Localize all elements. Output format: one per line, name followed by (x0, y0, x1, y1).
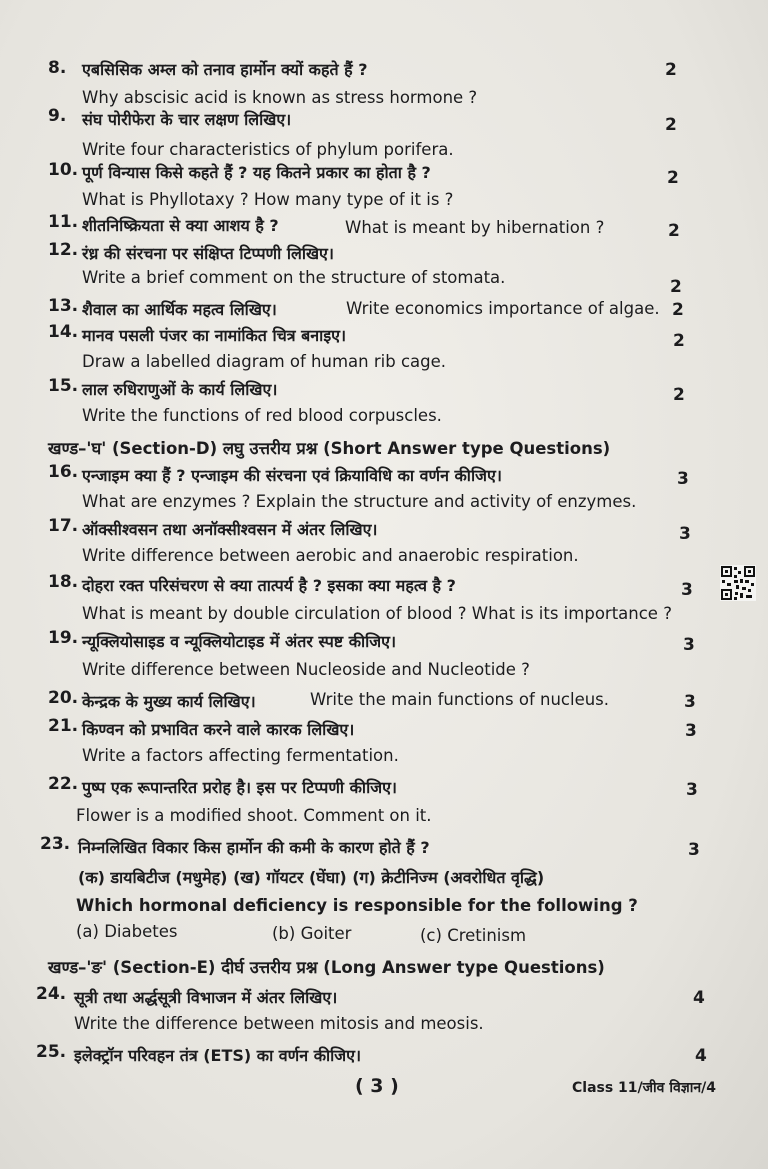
question-marks: 2 (668, 221, 680, 241)
question-marks: 3 (686, 780, 698, 800)
question-english: Write four characteristics of phylum porifera. (82, 140, 454, 159)
question-hindi: लाल रुधिराणुओं के कार्य लिखिए। (82, 380, 278, 399)
question-hindi: रंध्र की संरचना पर संक्षिप्त टिप्पणी लिखिए। (82, 244, 334, 263)
question-english: What are enzymes ? Explain the structure and activity of enzymes. (82, 492, 637, 511)
question-english: Why abscisic acid is known as stress hormone ? (82, 88, 478, 107)
question-hindi: संघ पोरीफेरा के चार लक्षण लिखिए। (82, 110, 292, 129)
question-hindi: शीतनिष्क्रियता से क्या आशय है ? (82, 216, 279, 235)
question-english: What is meant by double circulation of blood ? What is its importance ? (82, 604, 672, 623)
option-b: (b) Goiter (272, 924, 352, 943)
question-marks: 3 (688, 840, 700, 860)
question-marks: 2 (673, 385, 685, 405)
question-hindi: केन्द्रक के मुख्य कार्य लिखिए। (82, 692, 256, 711)
question-number: 20. (48, 688, 79, 708)
question-english: Write difference between aerobic and anaerobic respiration. (82, 546, 579, 565)
question-marks: 2 (665, 60, 677, 80)
question-hindi: सूत्री तथा अर्द्धसूत्री विभाजन में अंतर लिखिए। (74, 988, 338, 1007)
question-marks: 4 (695, 1046, 707, 1066)
question-number: 24. (36, 984, 67, 1004)
question-number: 8. (48, 58, 67, 78)
question-hindi: एबसिसिक अम्ल को तनाव हार्मोन क्यों कहते हैं ? (82, 60, 368, 79)
question-hindi: न्यूक्लियोसाइड व न्यूक्लियोटाइड में अंतर स्पष्ट कीजिए। (82, 632, 397, 651)
question-number: 10. (48, 160, 79, 180)
question-hindi: दोहरा रक्त परिसंचरण से क्या तात्पर्य है ? इसका क्या महत्व है ? (82, 576, 456, 595)
question-marks: 3 (679, 524, 691, 544)
question-english: What is Phyllotaxy ? How many type of it is ? (82, 190, 454, 209)
footer-class-label: Class 11/जीव विज्ञान/4 (572, 1080, 716, 1096)
question-marks: 2 (665, 115, 677, 135)
question-english: Write difference between Nucleoside and Nucleotide ? (82, 660, 530, 679)
question-number: 19. (48, 628, 79, 648)
question-number: 18. (48, 572, 79, 592)
question-english: Write a factors affecting fermentation. (82, 746, 399, 765)
question-number: 13. (48, 296, 79, 316)
section-e-heading: खण्ड–'ङ' (Section-E) दीर्घ उत्तरीय प्रश्न (Long Answer type Questions) (48, 958, 605, 977)
question-marks: 3 (685, 721, 697, 741)
question-hindi: पुष्प एक रूपान्तरित प्ररोह है। इस पर टिप्पणी कीजिए। (82, 778, 397, 797)
question-english: Draw a labelled diagram of human rib cage. (82, 352, 446, 371)
question-number: 12. (48, 240, 79, 260)
question-marks: 2 (670, 277, 682, 297)
question-hindi: इलेक्ट्रॉन परिवहन तंत्र (ETS) का वर्णन कीजिए। (74, 1046, 362, 1065)
question-number: 22. (48, 774, 79, 794)
question-marks: 2 (667, 168, 679, 188)
question-hindi: एन्जाइम क्या हैं ? एन्जाइम की संरचना एवं क्रियाविधि का वर्णन कीजिए। (82, 466, 502, 485)
question-hindi: मानव पसली पंजर का नामांकित चित्र बनाइए। (82, 326, 347, 345)
question-number: 9. (48, 106, 67, 126)
question-english: Which hormonal deficiency is responsible for the following ? (76, 896, 638, 915)
page-number: ( 3 ) (355, 1075, 399, 1097)
question-hindi: निम्नलिखित विकार किस हार्मोन की कमी के कारण होते हैं ? (78, 838, 430, 857)
section-d-heading: खण्ड–'घ' (Section-D) लघु उत्तरीय प्रश्न (Short Answer type Questions) (48, 439, 611, 458)
option-c: (c) Cretinism (420, 926, 527, 945)
question-marks: 2 (672, 300, 684, 320)
question-marks: 3 (681, 580, 693, 600)
question-english: Flower is a modified shoot. Comment on it. (76, 806, 432, 825)
question-marks: 3 (683, 635, 695, 655)
question-english: What is meant by hibernation ? (345, 218, 605, 237)
question-marks: 4 (693, 988, 705, 1008)
question-hindi: किण्वन को प्रभावित करने वाले कारक लिखिए। (82, 720, 355, 739)
qr-code-icon (720, 565, 756, 601)
question-english: Write a brief comment on the structure of stomata. (82, 268, 506, 287)
question-number: 14. (48, 322, 79, 342)
question-number: 11. (48, 212, 79, 232)
question-english: Write the main functions of nucleus. (310, 690, 610, 709)
question-english: Write economics importance of algae. (346, 299, 660, 318)
question-hindi-options: (क) डायबिटीज (मधुमेह) (ख) गॉयटर (घेंघा) (ग) क्रेटीनिज्म (अवरोधित वृद्धि) (78, 868, 545, 887)
question-marks: 3 (677, 469, 689, 489)
question-number: 16. (48, 462, 79, 482)
question-number: 15. (48, 376, 79, 396)
question-hindi: पूर्ण विन्यास किसे कहते हैं ? यह कितने प्रकार का होता है ? (82, 163, 431, 182)
question-english: Write the functions of red blood corpuscles. (82, 406, 442, 425)
question-marks: 3 (684, 692, 696, 712)
option-a: (a) Diabetes (76, 922, 178, 941)
question-marks: 2 (673, 331, 685, 351)
question-number: 21. (48, 716, 79, 736)
question-english: Write the difference between mitosis and meosis. (74, 1014, 484, 1033)
question-number: 25. (36, 1042, 67, 1062)
question-number: 23. (40, 834, 71, 854)
question-number: 17. (48, 516, 79, 536)
question-hindi: शैवाल का आर्थिक महत्व लिखिए। (82, 300, 277, 319)
question-hindi: ऑक्सीश्वसन तथा अनॉक्सीश्वसन में अंतर लिखिए। (82, 520, 378, 539)
